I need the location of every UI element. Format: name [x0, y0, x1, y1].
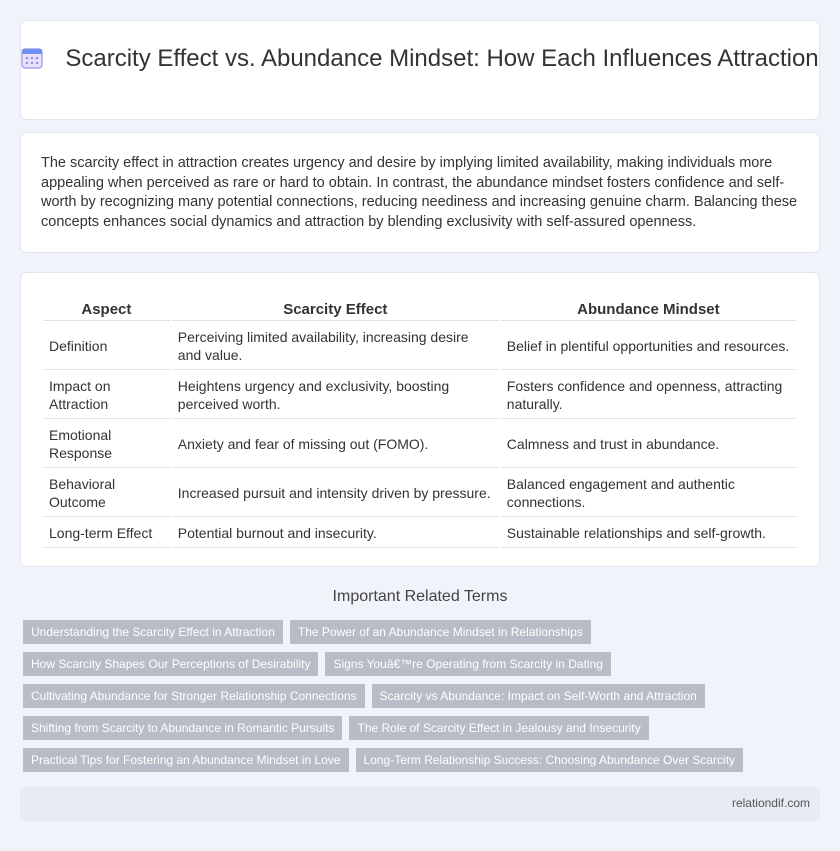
table-cell-scarcity: Potential burnout and insecurity. — [172, 519, 499, 548]
table-cell-scarcity: Perceiving limited availability, increasing desire and value. — [172, 323, 499, 370]
table-row — [43, 323, 796, 370]
table-cell-abundance: Belief in plentiful opportunities and resources. — [501, 323, 796, 370]
page-title-wrap — [21, 44, 819, 74]
related-term-link[interactable]: Practical Tips for Fostering an Abundance Mindset in Love — [23, 748, 349, 772]
table-header-row — [43, 300, 796, 321]
comparison-table-card — [20, 272, 820, 567]
table-cell-aspect: Definition — [43, 323, 170, 370]
related-term-link[interactable]: Scarcity vs Abundance: Impact on Self-Worth and Attraction — [372, 684, 705, 708]
footer — [20, 787, 820, 821]
table-cell-abundance: Fosters confidence and openness, attracting naturally. — [501, 372, 796, 419]
related-term-link[interactable]: The Role of Scarcity Effect in Jealousy and Insecurity — [349, 716, 648, 740]
calendar-icon — [21, 47, 43, 69]
related-term-link[interactable]: How Scarcity Shapes Our Perceptions of Desirability — [23, 652, 318, 676]
table-row — [43, 519, 796, 548]
header-aspect: Aspect — [43, 300, 170, 321]
header-scarcity-effect: Scarcity Effect — [172, 300, 499, 321]
header-abundance-mindset: Abundance Mindset — [501, 300, 796, 321]
related-term-link[interactable]: Long-Term Relationship Success: Choosing Abundance Over Scarcity — [356, 748, 744, 772]
table-cell-aspect: Long-term Effect — [43, 519, 170, 548]
table-cell-aspect: Emotional Response — [43, 421, 170, 468]
table-cell-abundance: Balanced engagement and authentic connections. — [501, 470, 796, 517]
page-title: Scarcity Effect vs. Abundance Mindset: How Each Influences Attraction — [65, 45, 819, 72]
table-row — [43, 372, 796, 419]
table-cell-abundance: Sustainable relationships and self-growth. — [501, 519, 796, 548]
table-cell-scarcity: Anxiety and fear of missing out (FOMO). — [172, 421, 499, 468]
header-card — [20, 20, 820, 120]
related-term-link[interactable]: Cultivating Abundance for Stronger Relationship Connections — [23, 684, 365, 708]
related-term-link[interactable]: The Power of an Abundance Mindset in Relationships — [290, 620, 591, 644]
table-cell-aspect: Impact on Attraction — [43, 372, 170, 419]
related-terms-title: Important Related Terms — [332, 588, 508, 605]
table-row — [43, 470, 796, 517]
table-cell-scarcity: Heightens urgency and exclusivity, boosting perceived worth. — [172, 372, 499, 419]
table-row — [43, 421, 796, 468]
table-cell-abundance: Calmness and trust in abundance. — [501, 421, 796, 468]
table-cell-aspect: Behavioral Outcome — [43, 470, 170, 517]
intro-paragraph: The scarcity effect in attraction creates urgency and desire by implying limited availability, making individuals more appealing when perceived as rare or hard to obtain. In contrast, the abundance mindset fosters confidence and self-worth by recognizing many potential connections, reducing neediness and increasing genuine charm. Balancing these concepts enhances social dynamics and attraction by blending exclusivity with self-assured openness. — [41, 155, 798, 230]
related-terms-list — [23, 620, 823, 780]
footer-site-name: relationdif.com — [731, 796, 810, 810]
related-term-link[interactable]: Shifting from Scarcity to Abundance in Romantic Pursuits — [23, 716, 342, 740]
related-term-link[interactable]: Signs Youâ€™re Operating from Scarcity in Dating — [325, 652, 610, 676]
comparison-table — [41, 298, 798, 550]
table-cell-scarcity: Increased pursuit and intensity driven by pressure. — [172, 470, 499, 517]
intro-card — [20, 132, 820, 253]
related-term-link[interactable]: Understanding the Scarcity Effect in Attraction — [23, 620, 283, 644]
